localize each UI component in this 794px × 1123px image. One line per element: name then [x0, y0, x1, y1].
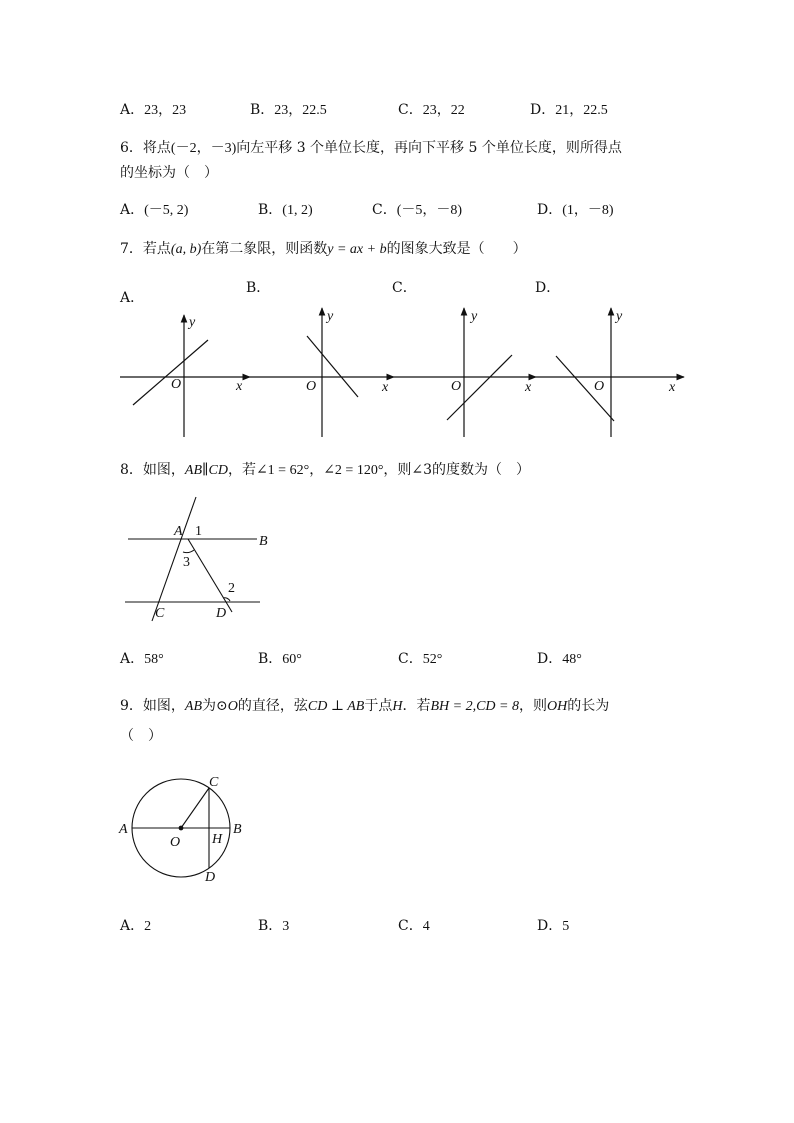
- q8-angle-2-arc: [223, 598, 230, 601]
- q7-c-y-label: y: [471, 309, 478, 324]
- q9-label-c: C: [209, 775, 219, 790]
- q6-option-b: B．(1, 2): [258, 202, 313, 218]
- q9-option-a: A．2: [120, 918, 152, 934]
- q6-option-d: D．(1，－8): [537, 202, 614, 218]
- q8-label-d: D: [216, 606, 227, 621]
- q8-segment-ad: [188, 539, 226, 602]
- q9-stem-line2: （ ）: [120, 728, 162, 744]
- q7-c-x-label: x: [525, 380, 532, 395]
- q7-option-b-label: B．: [246, 280, 271, 296]
- q9-center-point: [179, 826, 184, 831]
- q7-d-x-label: x: [669, 380, 676, 395]
- q8-label-angle2: 2: [228, 581, 235, 596]
- q8-option-d: D．48°: [537, 651, 582, 667]
- q9-stem-line1: 9．如图，AB为⊙O的直径，弦CD ⊥ AB于点H．若BH = 2,CD = 8，则OH的长为: [120, 698, 610, 714]
- q6-option-a: A．(－5, 2): [120, 202, 189, 218]
- q5-option-d: D．21，22.5: [530, 102, 608, 118]
- q8-label-a: A: [174, 524, 183, 539]
- q7-graph-d: [536, 308, 684, 437]
- q8-option-b: B．60°: [258, 651, 302, 667]
- q9-label-o: O: [170, 835, 181, 850]
- q7-b-x-label: x: [382, 380, 389, 395]
- q7-option-c-label: C．: [392, 280, 417, 296]
- q7-a-origin: O: [171, 377, 182, 392]
- q7-stem: 7．若点(a, b)在第二象限，则函数y = ax + b的图象大致是（ ）: [120, 241, 527, 257]
- q9-option-c: C．4: [398, 918, 430, 934]
- q5-option-b: B．23，22.5: [250, 102, 327, 118]
- q7-c-origin: O: [451, 379, 462, 394]
- q9-circle: [132, 779, 230, 877]
- q9-label-d: D: [205, 870, 216, 885]
- q8-label-c: C: [155, 606, 165, 621]
- q8-option-c: C．52°: [398, 651, 443, 667]
- q7-a-x-label: x: [236, 379, 243, 394]
- q9-label-b: B: [233, 822, 242, 837]
- q7-graph-b: [250, 308, 394, 437]
- q9-label-h: H: [212, 832, 223, 847]
- q7-a-y-label: y: [189, 315, 196, 330]
- q9-label-a: A: [119, 822, 128, 837]
- q6-option-c: C．(－5，－8): [372, 202, 463, 218]
- q5-option-a: A．23，23: [120, 102, 187, 118]
- q6-stem-line2: 的坐标为（ ）: [120, 165, 218, 181]
- q6-stem-line1: 6．将点(－2，－3)向左平移 3 个单位长度，再向下平移 5 个单位长度，则所得点: [120, 140, 622, 156]
- q6-point: (－2，－3): [170, 141, 237, 156]
- q8-option-a: A．58°: [120, 651, 164, 667]
- q9-option-b: B．3: [258, 918, 290, 934]
- q8-angle-3-arc: [183, 550, 194, 553]
- q8-label-b: B: [259, 534, 268, 549]
- q8-transversal-ac: [152, 497, 196, 621]
- q5-option-c: C．23，22: [398, 102, 465, 118]
- q7-d-origin: O: [594, 379, 605, 394]
- q7-b-y-label: y: [327, 309, 334, 324]
- q8-label-angle3: 3: [183, 555, 190, 570]
- q7-b-origin: O: [306, 379, 317, 394]
- q7-d-y-label: y: [616, 309, 623, 324]
- q7-option-a-label: A．: [120, 290, 145, 306]
- q7-graph-c: [394, 308, 536, 437]
- q9-segment-oc: [181, 788, 209, 828]
- q8-label-angle1: 1: [195, 524, 202, 539]
- q7-graph-a: [120, 315, 250, 437]
- q7-option-d-label: D．: [535, 280, 561, 296]
- q9-option-d: D．5: [537, 918, 570, 934]
- q8-stem: 8．如图，AB∥CD，若∠1 = 62°，∠2 = 120°，则∠3的度数为（ ）: [120, 462, 531, 478]
